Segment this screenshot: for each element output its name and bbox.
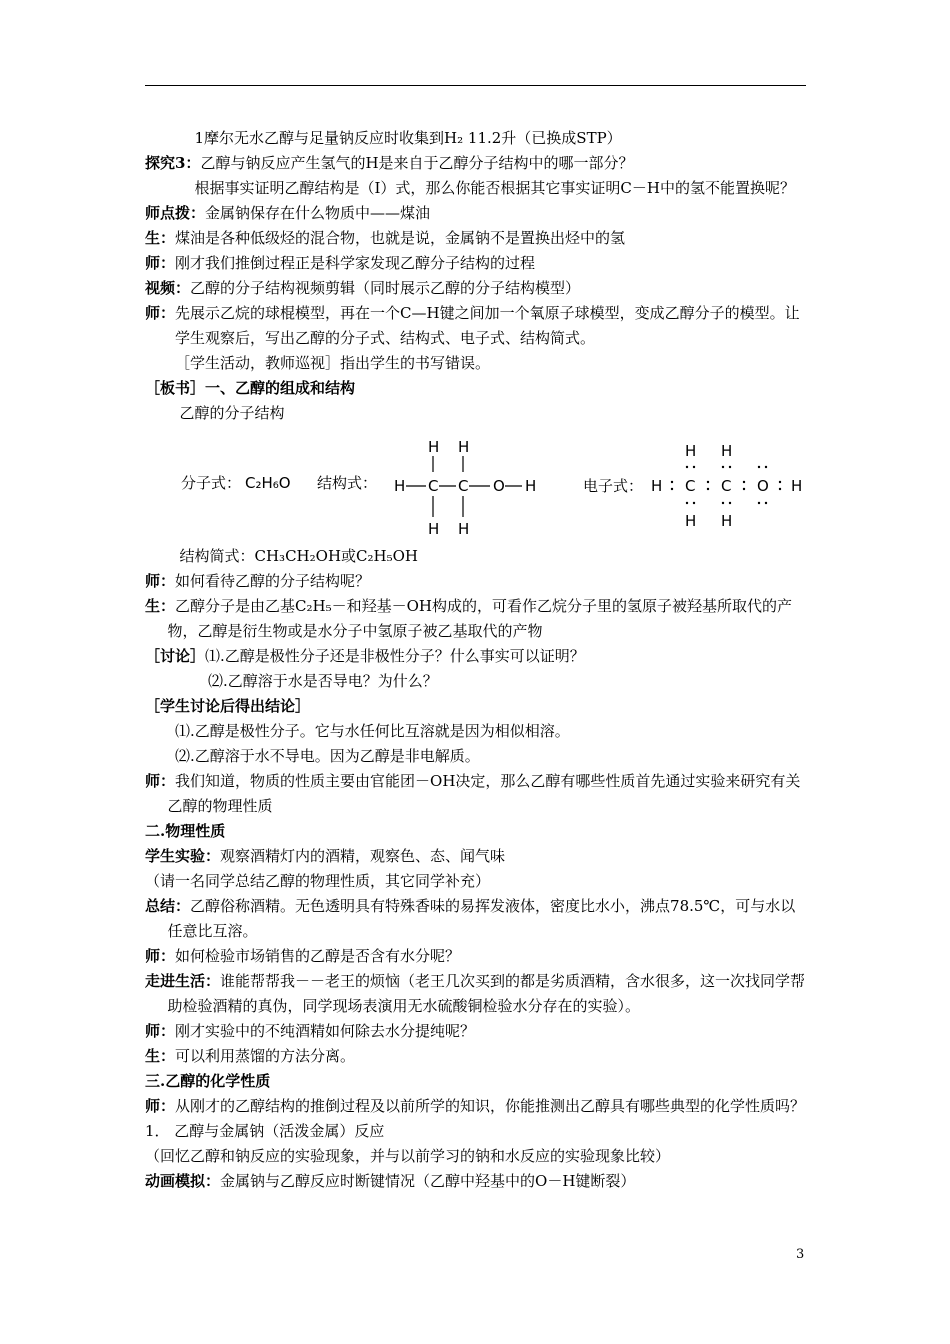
label: 动画模拟： xyxy=(145,1172,221,1190)
document-body xyxy=(145,126,810,1194)
atom-o: O xyxy=(757,477,769,495)
label: 师： xyxy=(145,1022,176,1040)
text-line: 乙醇的分子结构 xyxy=(179,404,285,422)
label: 探究3： xyxy=(145,154,201,172)
text-line xyxy=(145,1094,810,1119)
atom-h: H xyxy=(428,520,440,538)
ethanol-formulas xyxy=(145,426,810,544)
atom-h: H xyxy=(685,442,697,460)
text-line xyxy=(145,276,810,301)
text-line xyxy=(145,1169,810,1194)
text-line xyxy=(145,1019,810,1044)
atom-o: O xyxy=(493,477,505,495)
line-text: 先展示乙烷的球棍模型，再在一个C—H键之间加一个氧原子球模型，变成乙醇分子的模型。让学生观察后，写出乙醇的分子式、结构式、电子式、结构简式。 xyxy=(175,304,800,347)
line-text: 金属钠与乙醇反应时断键情况（乙醇中羟基中的O－H键断裂） xyxy=(220,1172,636,1190)
text-line xyxy=(145,944,810,969)
section-heading: ［板书］一、乙醇的组成和结构 xyxy=(145,379,356,397)
text-line: ⑴.乙醇是极性分子。它与水任何比互溶就是因为相似相溶。 xyxy=(175,722,570,740)
text-line xyxy=(145,201,810,226)
label: 师： xyxy=(145,572,176,590)
section-heading: ［学生讨论后得出结论］ xyxy=(145,697,311,715)
atom-h: H xyxy=(458,520,470,538)
line-text: 乙醇与钠反应产生氢气的H是来自于乙醇分子结构中的哪一部分？ xyxy=(200,154,634,172)
label: 师点拨： xyxy=(145,204,206,222)
molecular-formula-label: 分子式： xyxy=(181,474,242,492)
line-text: 如何检验市场销售的乙醇是否含有水分呢？ xyxy=(175,947,461,965)
line-text: 观察酒精灯内的酒精，观察色、态、闻气味 xyxy=(220,847,506,865)
text-line: ⑵.乙醇溶于水不导电。因为乙醇是非电解质。 xyxy=(175,747,480,765)
text-line: ⑵.乙醇溶于水是否导电？为什么？ xyxy=(208,672,438,690)
atom-c: C xyxy=(685,477,696,495)
text-line xyxy=(145,894,810,944)
molecular-formula: C₂H₆O xyxy=(245,474,291,492)
label: 师： xyxy=(145,947,176,965)
structural-and-electronic-formula xyxy=(145,426,810,544)
label: 生： xyxy=(145,597,176,615)
line-text: 谁能帮帮我－－老王的烦恼（老王几次买到的都是劣质酒精，含水很多，这一次找同学帮助检验酒精的真伪，同学现场表演用无水硫酸铜检验水分存在的实验）。 xyxy=(167,972,806,1015)
label: 师： xyxy=(145,1097,176,1115)
label: 走进生活： xyxy=(145,972,221,990)
text-line xyxy=(145,769,810,819)
text-line xyxy=(145,251,810,276)
page-number: 3 xyxy=(796,1247,805,1262)
label: 师： xyxy=(145,304,176,322)
line-text: 乙醇的分子结构视频剪辑（同时展示乙醇的分子结构模型） xyxy=(190,279,581,297)
text-line xyxy=(145,226,810,251)
text-line: ［学生活动，教师巡视］指出学生的书写错误。 xyxy=(175,354,491,372)
electronic-formula-label: 电子式： xyxy=(583,477,644,495)
line-text: 煤油是各种低级烃的混合物，也就是说，金属钠不是置换出烃中的氢 xyxy=(175,229,626,247)
atom-h: H xyxy=(458,438,470,456)
text-line xyxy=(145,151,810,176)
text-line: 1摩尔无水乙醇与足量钠反应时收集到H₂ 11.2升（已换成STP） xyxy=(194,129,622,147)
text-line xyxy=(145,844,810,869)
line-text: 金属钠保存在什么物质中——煤油 xyxy=(205,204,431,222)
label: 师： xyxy=(145,772,176,790)
label: 总结： xyxy=(145,897,191,915)
line-text: 可以利用蒸馏的方法分离。 xyxy=(175,1047,356,1065)
atom-c: C xyxy=(721,477,732,495)
text-line xyxy=(145,594,810,644)
text-line: （回忆乙醇和钠反应的实验现象，并与以前学习的钠和水反应的实验现象比较） xyxy=(145,1147,671,1165)
label: 学生实验： xyxy=(145,847,221,865)
section-heading: 二.物理性质 xyxy=(145,822,226,840)
text-line xyxy=(145,569,810,594)
text-line xyxy=(145,301,810,351)
line-text: ⑴.乙醇是极性分子还是非极性分子？什么事实可以证明？ xyxy=(205,647,585,665)
atom-h: H xyxy=(721,512,733,530)
section-heading: 三.乙醇的化学性质 xyxy=(145,1072,271,1090)
text-line: （请一名同学总结乙醇的物理性质，其它同学补充） xyxy=(145,872,491,890)
line-text: 刚才我们推倒过程正是科学家发现乙醇分子结构的过程 xyxy=(175,254,536,272)
atom-h: H xyxy=(721,442,733,460)
structural-formula-label: 结构式： xyxy=(317,474,378,492)
text-line xyxy=(145,644,810,669)
label: ［讨论］ xyxy=(145,647,206,665)
line-text: 刚才实验中的不纯酒精如何除去水分提纯呢？ xyxy=(175,1022,476,1040)
label: 生： xyxy=(145,1047,176,1065)
text-line: 结构简式：CH₃CH₂OH或C₂H₅OH xyxy=(179,547,418,565)
text-line xyxy=(145,969,810,1019)
line-text: 乙醇分子是由乙基C₂H₅－和羟基－OH构成的，可看作乙烷分子里的氢原子被羟基所取代的产物，乙醇是衍生物或是水分子中氢原子被乙基取代的产物 xyxy=(167,597,792,640)
atom-c: C xyxy=(458,477,469,495)
atom-h: H xyxy=(525,477,537,495)
label: 视频： xyxy=(145,279,191,297)
text-line: 1． 乙醇与金属钠（活泼金属）反应 xyxy=(145,1122,385,1140)
label: 师： xyxy=(145,254,176,272)
text-line xyxy=(145,1044,810,1069)
line-text: 我们知道，物质的性质主要由官能团－OH决定，那么乙醇有哪些性质首先通过实验来研究有关乙醇的物理性质 xyxy=(167,772,801,815)
atom-h: H xyxy=(394,477,406,495)
atom-h: H xyxy=(791,477,803,495)
line-text: 从刚才的乙醇结构的推倒过程及以前所学的知识，你能推测出乙醇具有哪些典型的化学性质吗？ xyxy=(175,1097,806,1115)
text-line: 根据事实证明乙醇结构是（Ⅰ）式，那么你能否根据其它事实证明C－H中的氢不能置换呢？ xyxy=(194,179,795,197)
line-text: 如何看待乙醇的分子结构呢？ xyxy=(175,572,371,590)
header-rule xyxy=(145,85,806,86)
atom-h: H xyxy=(651,477,663,495)
line-text: 乙醇俗称酒精。无色透明具有特殊香味的易挥发液体，密度比水小，沸点78.5℃，可与水以任意比互溶。 xyxy=(167,897,796,940)
label: 生： xyxy=(145,229,176,247)
atom-h: H xyxy=(685,512,697,530)
atom-h: H xyxy=(428,438,440,456)
atom-c: C xyxy=(428,477,439,495)
